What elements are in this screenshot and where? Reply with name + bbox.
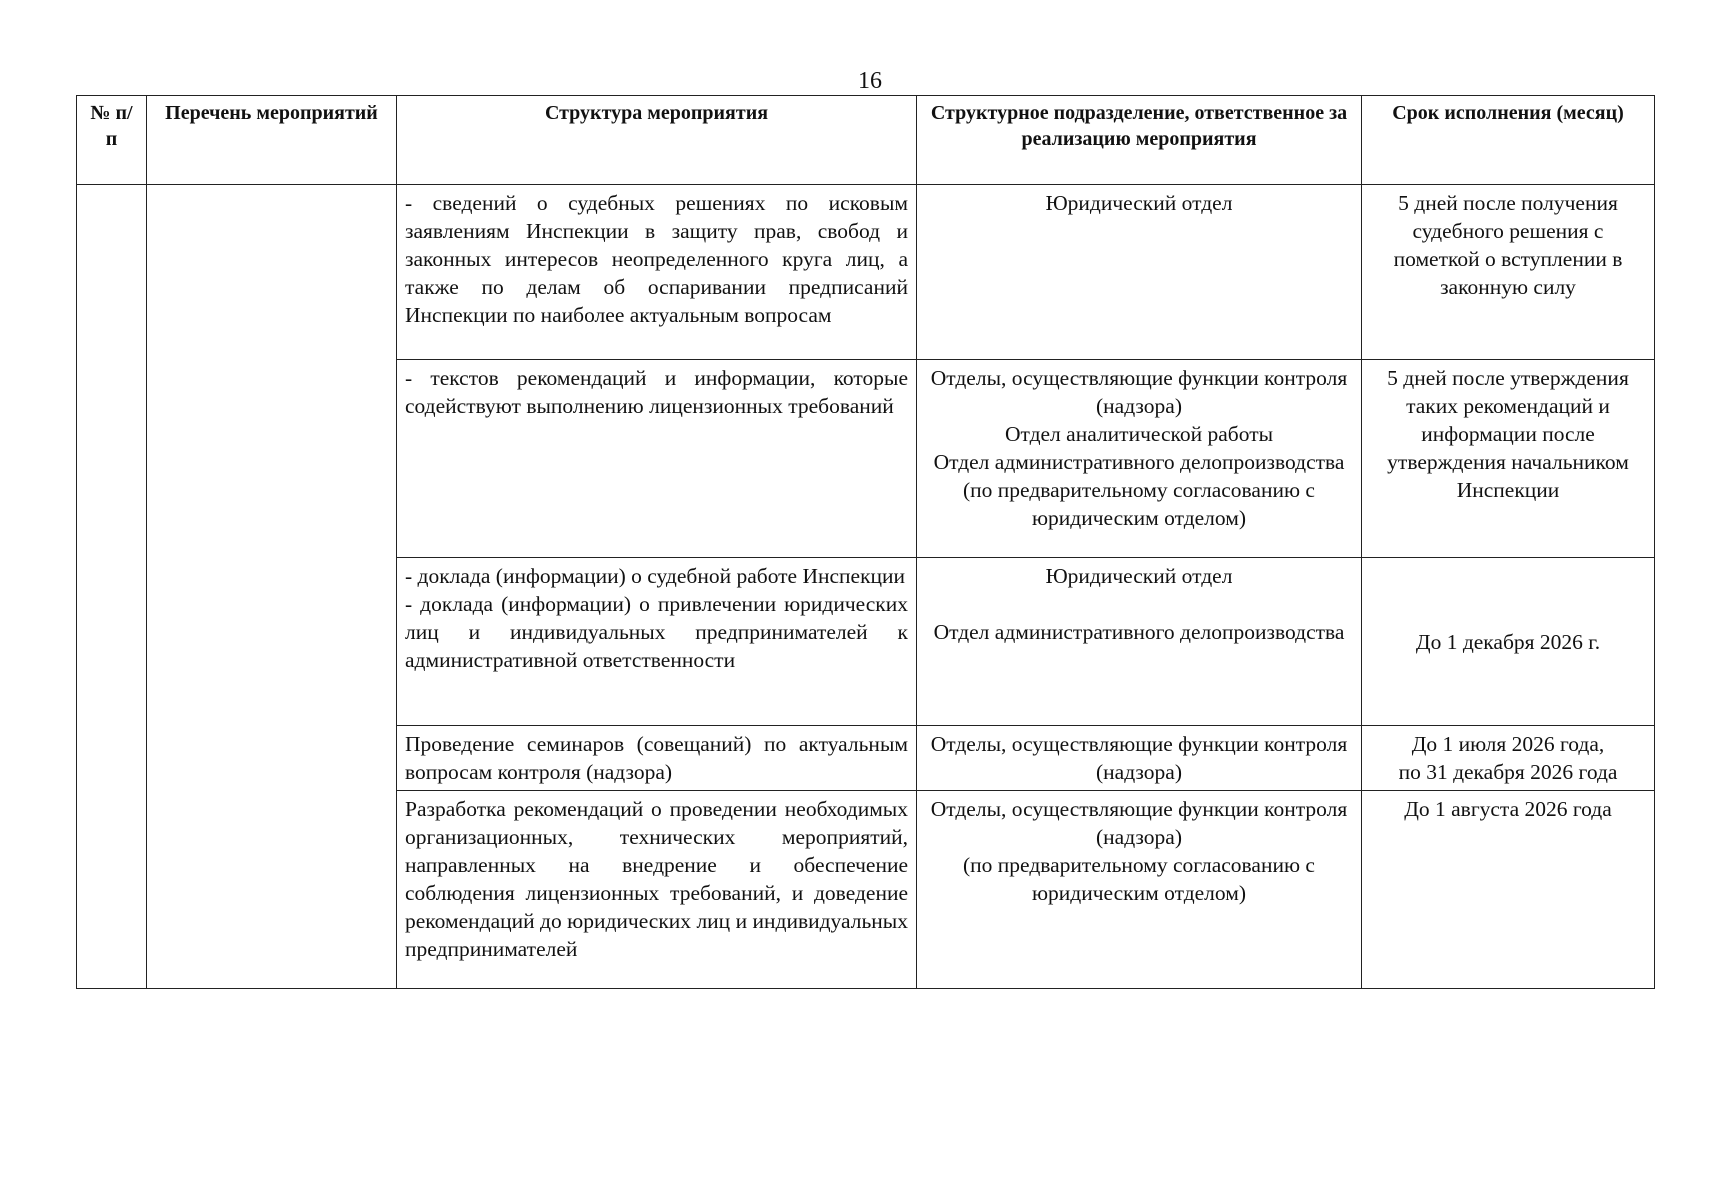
unit-line: Отделы, осуществляющие функции контроля (надзора) <box>930 732 1348 784</box>
unit-cell <box>917 726 1362 791</box>
unit-line: Отдел административного делопроизводства <box>933 450 1345 474</box>
deadline-line: До 1 июля 2026 года, <box>1411 732 1605 756</box>
deadline-cell: 5 дней после утверждения таких рекомендаций и информации после утверждения начальником Инспекции <box>1362 360 1655 558</box>
header-unit: Структурное подразделение, ответственное за реализацию мероприятия <box>917 96 1362 185</box>
measures-table <box>76 95 1655 989</box>
structure-cell: - сведений о судебных решениях по исковым заявлениям Инспекции в защиту прав, свобод и законных интересов неопределенного круга лиц, а также по делам об оспаривании предписаний Инспекции по наиболее актуальным вопросам <box>397 185 917 360</box>
unit-line: Отдел административного делопроизводства <box>933 620 1345 644</box>
unit-line: Юридический отдел <box>1045 564 1233 588</box>
deadline-cell <box>1362 726 1655 791</box>
num-cell <box>77 185 147 989</box>
unit-line: (по предварительному согласованию с юридическим отделом) <box>963 853 1315 905</box>
table-header-row <box>77 96 1655 185</box>
unit-line: Отдел аналитической работы <box>1004 422 1274 446</box>
structure-line: - доклада (информации) о судебной работе Инспекции <box>405 564 906 588</box>
structure-line: - доклада (информации) о привлечении юридических лиц и индивидуальных предпринимателей к административной ответственности <box>405 592 908 672</box>
list-cell <box>147 185 397 989</box>
unit-cell <box>917 360 1362 558</box>
structure-cell: - текстов рекомендаций и информации, которые содействуют выполнению лицензионных требований <box>397 360 917 558</box>
unit-cell <box>917 558 1362 726</box>
unit-line: Отделы, осуществляющие функции контроля (надзора) <box>930 366 1348 418</box>
header-list: Перечень мероприятий <box>147 96 397 185</box>
structure-cell: Разработка рекомендаций о проведении необходимых организационных, технических мероприятий, направленных на внедрение и обеспечение соблюдения лицензионных требований, и доведение рекомендаций до юридических лиц и индивидуальных предпринимателей <box>397 791 917 989</box>
header-deadline: Срок исполнения (месяц) <box>1362 96 1655 185</box>
table-row <box>77 185 1655 360</box>
structure-cell <box>397 558 917 726</box>
unit-line: Юридический отдел <box>1045 191 1233 215</box>
deadline-cell: До 1 декабря 2026 г. <box>1362 558 1655 726</box>
deadline-line: по 31 декабря 2026 года <box>1398 760 1618 784</box>
unit-line: (по предварительному согласованию с юридическим отделом) <box>963 478 1315 530</box>
unit-line: Отделы, осуществляющие функции контроля (надзора) <box>930 797 1348 849</box>
header-structure: Структура мероприятия <box>397 96 917 185</box>
page-number: 16 <box>858 68 882 94</box>
unit-cell <box>917 185 1362 360</box>
structure-cell: Проведение семинаров (совещаний) по актуальным вопросам контроля (надзора) <box>397 726 917 791</box>
unit-cell <box>917 791 1362 989</box>
deadline-cell: До 1 августа 2026 года <box>1362 791 1655 989</box>
header-num: № п/п <box>77 96 147 185</box>
deadline-cell: 5 дней после получения судебного решения с пометкой о вступлении в законную силу <box>1362 185 1655 360</box>
